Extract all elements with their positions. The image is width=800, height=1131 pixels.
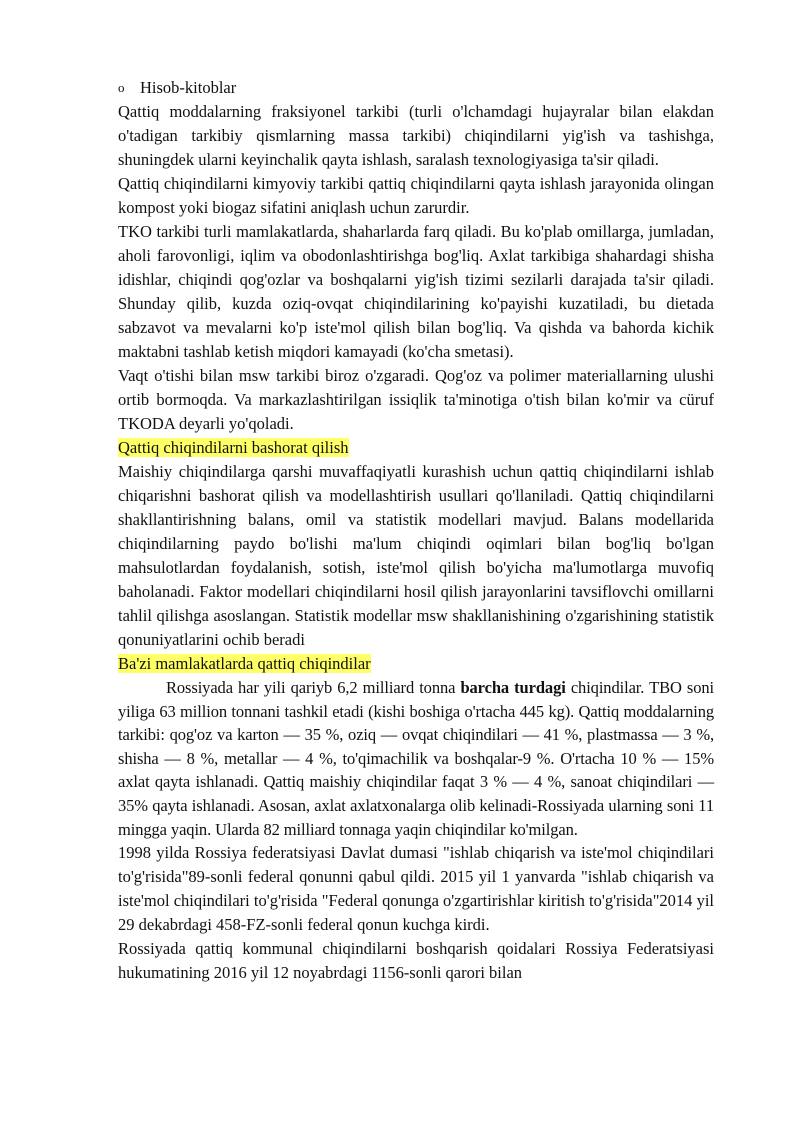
- heading-highlight: Qattiq chiqindilarni bashorat qilish: [118, 438, 349, 457]
- heading-highlight: Ba'zi mamlakatlarda qattiq chiqindilar: [118, 654, 371, 673]
- bullet-item: [118, 76, 714, 100]
- text-run: Rossiyada har yili qariyb 6,2 milliard tonna: [166, 678, 461, 697]
- paragraph-tko-composition: TKO tarkibi turli mamlakatlarda, shaharlarda farq qiladi. Bu ko'plab omillarga, jumladan, aholi farovonligi, iqlim va obodonlashtirishga bog'liq. Axlat tarkibiga shahardagi shisha idishlar, chiqindi qog'ozlar va boshqalarni yig'ish tizimi sezilarli darajada ta'sir qiladi. Shunday qilib, kuzda oziq-ovqat chiqindilarining ko'payishi kuzatiladi, bu dietada sabzavot va mevalarni ko'p iste'mol qilish bilan bog'liq. Va qishda va bahorda kichik maktabni tashlab ketish miqdori kamayadi (ko'cha smetasi).: [118, 222, 714, 361]
- bullet-text: Hisob-kitoblar: [140, 78, 237, 97]
- paragraph-federal-law: 1998 yilda Rossiya federatsiyasi Davlat dumasi "ishlab chiqarish va iste'mol chiqindilari to'g'risida"89-sonli federal qonunni qabul qildi. 2015 yil 1 yanvarda "ishlab chiqarish va iste'mol chiqindilari to'g'risida "Federal qonunga o'zgartirishlar kiritish to'g'risida"2014 yil 29 dekabrdagi 458-FZ-sonli federal qonun kuchga kirdi.: [118, 843, 714, 935]
- paragraph-forecast-models: Maishiy chiqindilarga qarshi muvaffaqiyatli kurashish uchun qattiq chiqindilarni ishlab chiqarishni bashorat qilish va modellashtirish usullari qo'llaniladi. Qattiq chiqindilarni shakllantirishning balans, omil va statistik modellari mavjud. Balans modellarida chiqindilarning paydo bo'lishi ma'lum chiqindi oqimlari bilan bog'liq bo'lgan mahsulotlardan foydalanish, sotish, iste'mol qilish bo'yicha ma'lumotlarga muvofiq baholanadi. Faktor modellari chiqindilarni hosil qilish jarayonlarini tavsiflovchi omillarni tahlil qilishga asoslangan. Statistik modellar msw shakllanishining o'zgarishining statistik qonuniyatlarini ochib beradi: [118, 462, 714, 649]
- bold-text-run: barcha turdagi: [460, 678, 566, 697]
- section-heading-countries: [118, 652, 714, 676]
- paragraph-chemical-composition: Qattiq chiqindilarni kimyoviy tarkibi qattiq chiqindilarni qayta ishlash jarayonida olingan kompost yoki biogaz sifatini aniqlash uchun zarurdir.: [118, 174, 714, 217]
- paragraph-russia-waste: [118, 676, 714, 841]
- section-heading-forecast: [118, 436, 714, 460]
- paragraph-msw-change: Vaqt o'tishi bilan msw tarkibi biroz o'zgaradi. Qog'oz va polimer materiallarning ulushi ortib bormoqda. Va markazlashtirilgan issiqlik ta'minotiga o'tish bilan ko'mir va cüruf TKODA deyarli yo'qoladi.: [118, 366, 714, 433]
- paragraph-fraction-composition: Qattiq moddalarning fraksiyonel tarkibi (turli o'lchamdagi hujayralar bilan elakdan o'tadigan tarkibiy qismlarning massa tarkibi) chiqindilarni yig'ish va tashishga, shuningdek ularni keyinchalik qayta ishlash, saralash texnologiyasiga ta'sir qiladi.: [118, 102, 714, 169]
- paragraph-waste-rules: Rossiyada qattiq kommunal chiqindilarni boshqarish qoidalari Rossiya Federatsiyasi hukumatining 2016 yil 12 noyabrdagi 1156-sonli qarori bilan: [118, 939, 714, 983]
- text-run: chiqindilar. TBO soni yiliga 63 million tonnani tashkil etadi (kishi boshiga o'rtacha 445 kg). Qattiq moddalarning tarkibi: qog'oz va karton — 35 %, oziq — ovqat chiqindilari — 41 %, plastmassa — 3 %, shisha — 8 %, metallar — 4 %, to'qimachilik va boshqalar-9 %. O'rtacha 10 % — 15% axlat qayta ishlanadi. Qattiq maishiy chiqindilar faqat 3 % — 4 %, sanoat chiqindilari — 35% qayta ishlanadi. Asosan, axlat axlatxonalarga olib kelinadi-Rossiyada ularning soni 11 mingga yaqin. Ularda 82 milliard tonnaga yaqin chiqindilar ko'milgan.: [118, 678, 715, 839]
- bullet-marker: o: [118, 80, 125, 95]
